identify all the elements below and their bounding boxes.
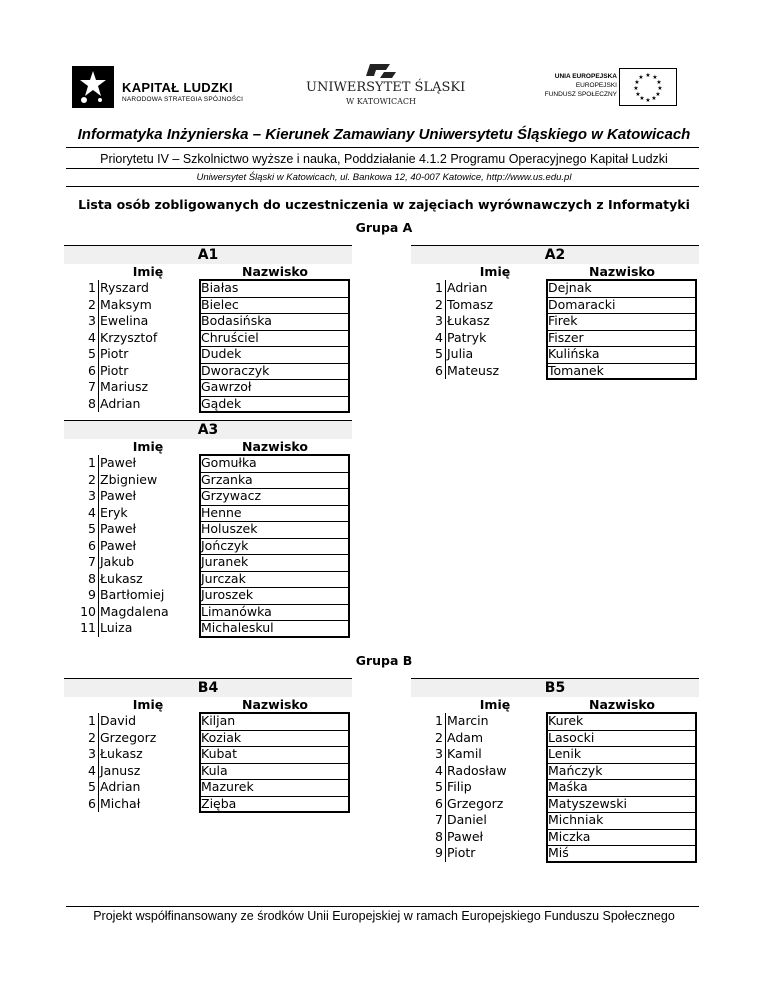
last-name-cell: Dworaczyk [201,362,270,378]
first-name-cell: Łukasz [445,313,545,330]
last-name-cell: Zięba [201,795,237,811]
table-row [411,730,699,747]
row-divider [200,313,350,314]
row-number: 9 [88,587,96,602]
last-name-cell: Tomanek [548,362,604,378]
row-divider [200,554,350,555]
table-row [411,845,699,862]
row-number: 1 [435,713,443,728]
group-a-title: Grupa A [355,220,413,235]
first-name-cell: Luiza [98,620,198,637]
last-name-cell: Bodasińska [201,313,272,328]
last-name-cell: Jurczak [201,570,246,586]
table-row [411,796,699,813]
row-divider [547,313,697,314]
row-number: 7 [88,554,96,569]
first-name-cell: Janusz [98,763,198,780]
table-title: A2 [411,245,699,264]
table-rows [64,455,352,637]
table-row [64,796,352,813]
column-header-last-name: Nazwisko [588,697,655,712]
table-row [64,604,352,621]
column-headers [64,439,352,455]
svg-text:★: ★ [639,95,645,102]
row-number: 3 [435,746,443,761]
row-divider [547,346,697,347]
table-row [411,280,699,297]
last-name-cell: Firek [548,313,578,328]
row-divider [200,521,350,522]
table-row [64,396,352,413]
row-number: 6 [88,537,96,553]
svg-text:★: ★ [651,95,657,102]
row-divider [547,829,697,830]
row-number: 3 [435,313,443,328]
first-name-cell: Adrian [98,396,198,413]
first-name-cell: Adam [445,730,545,747]
ue-line2: EUROPEJSKI [575,82,617,89]
row-number: 4 [88,504,96,520]
table-row [411,779,699,796]
uniwersytet-slaski-logo [306,62,466,110]
column-headers [411,264,699,280]
table-row [411,746,699,763]
row-number: 3 [88,746,96,761]
row-number: 5 [88,779,96,794]
row-divider [200,571,350,572]
row-divider [547,363,697,364]
last-name-cell: Domaracki [548,296,616,312]
svg-text:★: ★ [656,79,662,86]
table-row [64,587,352,604]
table-row [64,488,352,505]
table-row [64,779,352,796]
last-name-cell: Grzywacz [201,488,262,503]
last-name-cell: Kubat [201,746,237,761]
table-row [64,521,352,538]
row-divider [200,363,350,364]
page-title: Informatyka Inżynierska – Kierunek Zamawiany Uniwersytetu Śląskiego w Katowicach [77,126,691,143]
row-divider [200,297,350,298]
table-row [64,379,352,396]
row-number: 1 [88,280,96,295]
table-B4 [64,678,352,812]
row-divider [547,297,697,298]
row-divider [200,796,350,797]
last-name-cell: Limanówka [201,603,272,619]
row-number: 6 [88,362,96,378]
last-name-cell: Dudek [201,346,242,361]
first-name-cell: Eryk [98,505,198,522]
last-name-cell: Michaleskul [201,620,274,635]
table-row [64,713,352,730]
column-header-first-name: Imię [132,697,164,712]
svg-text:★: ★ [638,74,644,81]
row-divider [200,330,350,331]
first-name-cell: Łukasz [98,746,198,763]
row-number: 5 [435,779,443,794]
row-number: 8 [88,570,96,586]
first-name-cell: Paweł [98,488,198,505]
first-name-cell: Bartłomiej [98,587,198,604]
kapital-ludzki-subtitle: NARODOWA STRATEGIA SPÓJNOŚCI [122,96,244,103]
first-name-cell: Radosław [445,763,545,780]
list-title: Lista osób zobligowanych do uczestniczenia w zajęciach wyrównawczych z Informatyki [78,197,690,212]
column-header-first-name: Imię [132,439,164,454]
row-number: 1 [88,713,96,728]
last-name-cell: Miś [548,845,569,860]
table-row [64,346,352,363]
row-number: 1 [435,280,443,295]
last-name-cell: Jończyk [201,537,249,553]
unia-europejska-logo [520,68,680,108]
svg-text:★: ★ [633,85,639,92]
table-row [64,330,352,347]
first-name-cell: Kamil [445,746,545,763]
column-header-last-name: Nazwisko [241,439,308,454]
last-name-cell: Matyszewski [548,795,627,811]
last-name-cell: Gawrzoł [201,379,252,394]
table-title: A3 [64,420,352,439]
last-name-cell: Lenik [548,746,582,761]
row-divider [547,730,697,731]
table-row [411,829,699,846]
first-name-cell: Marcin [445,713,545,730]
first-name-cell: Piotr [98,346,198,363]
footer-text: Projekt współfinansowany ze środków Unii Europejskiej w ramach Europejskiego Funduszu Społecznego [93,909,675,923]
table-row [411,330,699,347]
row-number: 7 [435,812,443,827]
last-name-cell: Białas [201,280,239,295]
last-name-cell: Henne [201,504,242,520]
row-divider [200,587,350,588]
row-divider [200,730,350,731]
first-name-cell: Filip [445,779,545,796]
eu-flag-icon [619,68,677,106]
ue-line3: FUNDUSZ SPOŁECZNY [544,91,617,98]
row-number: 4 [88,762,96,778]
first-name-cell: Ryszard [98,280,198,297]
row-number: 6 [88,795,96,811]
footer-divider [66,906,699,907]
table-row [64,746,352,763]
table-row [411,812,699,829]
svg-text:★: ★ [652,74,658,81]
last-name-cell: Fiszer [548,329,584,345]
row-divider [200,779,350,780]
svg-text:★: ★ [635,91,641,98]
first-name-cell: Piotr [98,363,198,380]
table-row [64,571,352,588]
row-divider [200,488,350,489]
first-name-cell: Julia [445,346,545,363]
first-name-cell: Krzysztof [98,330,198,347]
last-name-cell: Grzanka [201,471,253,487]
column-header-last-name: Nazwisko [241,697,308,712]
row-divider [547,796,697,797]
row-divider [547,845,697,846]
row-number: 9 [435,845,443,860]
kapital-ludzki-logo [70,62,250,112]
first-name-cell: Adrian [445,280,545,297]
last-name-cell: Kurek [548,713,584,728]
last-name-cell: Juranek [201,554,249,569]
last-name-cell: Chruściel [201,329,259,345]
row-divider [200,538,350,539]
row-number: 2 [435,296,443,312]
table-rows [411,280,699,379]
row-number: 5 [88,346,96,361]
row-number: 8 [435,828,443,844]
table-row [64,538,352,555]
table-row [411,363,699,380]
last-name-cell: Maśka [548,779,588,794]
last-name-cell: Gomułka [201,455,257,470]
row-number: 7 [88,379,96,394]
row-number: 11 [80,620,96,635]
row-divider [200,604,350,605]
table-row [64,554,352,571]
table-row [64,472,352,489]
row-divider [547,779,697,780]
row-number: 2 [88,296,96,312]
first-name-cell: Jakub [98,554,198,571]
column-header-first-name: Imię [132,264,164,279]
column-header-last-name: Nazwisko [241,264,308,279]
svg-text:★: ★ [645,97,651,104]
last-name-cell: Gądek [201,395,242,411]
table-row [64,313,352,330]
last-name-cell: Lasocki [548,729,595,745]
row-divider [200,379,350,380]
first-name-cell: David [98,713,198,730]
table-row [64,505,352,522]
group-b-title: Grupa B [355,653,413,668]
table-title: B4 [64,678,352,697]
uniwersytet-name: UNIWERSYTET ŚLĄSKI [306,80,466,95]
table-row [64,280,352,297]
table-A3 [64,420,352,637]
table-row [64,730,352,747]
first-name-cell: Grzegorz [98,730,198,747]
column-headers [411,697,699,713]
row-number: 2 [88,729,96,745]
row-number: 4 [88,329,96,345]
first-name-cell: Adrian [98,779,198,796]
table-row [411,313,699,330]
last-name-cell: Holuszek [201,521,258,536]
table-rows [64,280,352,412]
uniwersytet-subtitle: W KATOWICACH [345,97,417,106]
ue-line1: UNIA EUROPEJSKA [554,73,617,80]
last-name-cell: Kiljan [201,713,236,728]
table-row [64,363,352,380]
last-name-cell: Miczka [548,828,591,844]
row-divider [547,812,697,813]
last-name-cell: Juroszek [201,587,254,602]
kapital-ludzki-emblem-icon [70,62,116,110]
row-divider [200,396,350,397]
row-number: 4 [435,762,443,778]
table-row [64,620,352,637]
column-headers [64,264,352,280]
first-name-cell: Mateusz [445,363,545,380]
svg-text:★: ★ [657,85,663,92]
last-name-cell: Kula [201,762,228,778]
svg-text:★: ★ [645,72,651,79]
table-row [64,297,352,314]
first-name-cell: Grzegorz [445,796,545,813]
first-name-cell: Paweł [445,829,545,846]
table-row [64,763,352,780]
column-headers [64,697,352,713]
last-name-cell: Dejnak [548,280,592,295]
first-name-cell: Magdalena [98,604,198,621]
row-number: 2 [435,729,443,745]
row-divider [200,620,350,621]
first-name-cell: Maksym [98,297,198,314]
table-row [411,763,699,780]
table-rows [411,713,699,862]
first-name-cell: Paweł [98,455,198,472]
row-divider [547,763,697,764]
first-name-cell: Łukasz [98,571,198,588]
row-number: 3 [88,488,96,503]
column-header-first-name: Imię [479,697,511,712]
svg-text:★: ★ [634,79,640,86]
row-number: 6 [435,362,443,378]
row-divider [547,746,697,747]
last-name-cell: Mazurek [201,779,254,794]
uniwersytet-emblem-icon [306,62,456,80]
last-name-cell: Bielec [201,296,239,312]
row-number: 6 [435,795,443,811]
table-A1 [64,245,352,412]
first-name-cell: Paweł [98,521,198,538]
divider [66,168,699,169]
table-title: B5 [411,678,699,697]
first-name-cell: Piotr [445,845,545,862]
first-name-cell: Patryk [445,330,545,347]
row-divider [547,330,697,331]
table-row [64,455,352,472]
table-row [411,346,699,363]
table-A2 [411,245,699,379]
first-name-cell: Mariusz [98,379,198,396]
row-number: 3 [88,313,96,328]
row-number: 8 [88,395,96,411]
first-name-cell: Zbigniew [98,472,198,489]
address-line: Uniwersytet Śląski w Katowicach, ul. Bankowa 12, 40-007 Katowice, http://www.us.edu.pl [196,172,572,183]
last-name-cell: Koziak [201,729,242,745]
table-row [411,713,699,730]
first-name-cell: Michał [98,796,198,813]
table-B5 [411,678,699,862]
first-name-cell: Tomasz [445,297,545,314]
column-header-last-name: Nazwisko [588,264,655,279]
table-title: A1 [64,245,352,264]
row-divider [200,472,350,473]
row-divider [200,505,350,506]
divider [66,186,699,187]
row-divider [200,746,350,747]
priority-subtitle: Priorytetu IV – Szkolnictwo wyższe i nauka, Poddziałanie 4.1.2 Programu Operacyjnego Kapitał Ludzki [100,152,668,166]
first-name-cell: Daniel [445,812,545,829]
column-header-first-name: Imię [479,264,511,279]
table-rows [64,713,352,812]
first-name-cell: Paweł [98,538,198,555]
row-number: 5 [435,346,443,361]
row-number: 2 [88,471,96,487]
row-number: 10 [80,603,96,619]
row-number: 5 [88,521,96,536]
row-divider [200,763,350,764]
row-number: 4 [435,329,443,345]
svg-text:★: ★ [655,91,661,98]
last-name-cell: Kulińska [548,346,600,361]
table-row [411,297,699,314]
last-name-cell: Mańczyk [548,762,603,778]
kapital-ludzki-title: KAPITAŁ LUDZKI [122,80,233,95]
divider [66,147,699,148]
row-number: 1 [88,455,96,470]
first-name-cell: Ewelina [98,313,198,330]
row-divider [200,346,350,347]
last-name-cell: Michniak [548,812,604,827]
